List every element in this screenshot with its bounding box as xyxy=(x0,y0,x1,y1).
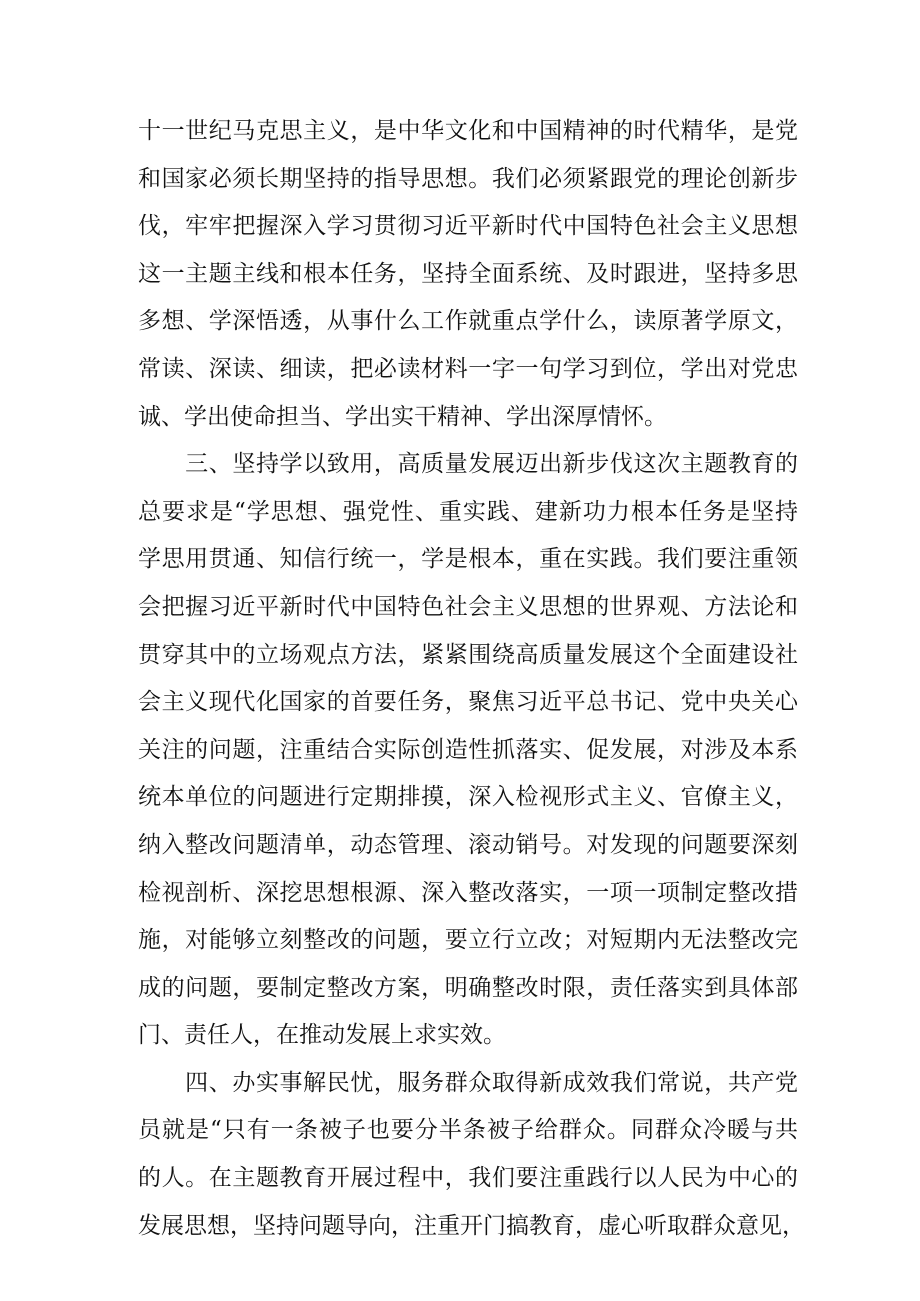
document-body xyxy=(138,108,805,1250)
text-line: 会主义现代化国家的首要任务，聚焦习近平总书记、党中央关心 xyxy=(138,689,798,716)
text-line: 总要求是“学思想、强党性、重实践、建新功力根本任务是坚持 xyxy=(138,498,798,525)
text-line: 施，对能够立刻整改的问题，要立行立改；对短期内无法整改完 xyxy=(138,927,798,954)
text-line: 统本单位的问题进行定期排摸，深入检视形式主义、官僚主义， xyxy=(138,784,798,811)
text-line: 的人。在主题教育开展过程中，我们要注重践行以人民为中心的 xyxy=(138,1165,798,1192)
text-line: 三、坚持学以致用，高质量发展迈出新步伐这次主题教育的 xyxy=(138,451,798,478)
text-line: 四、办实事解民忧，服务群众取得新成效我们常说，共产党 xyxy=(138,1069,798,1096)
text-line: 发展思想，坚持问题导向，注重开门搞教育，虚心听取群众意见， xyxy=(138,1212,805,1239)
text-line: 检视剖析、深挖思想根源、深入整改落实，一项一项制定整改措 xyxy=(138,879,798,906)
text-line: 十一世纪马克思主义，是中华文化和中国精神的时代精华，是党 xyxy=(138,118,798,144)
text-line: 员就是“只有一条被子也要分半条被子给群众。同群众冷暖与共 xyxy=(138,1117,798,1144)
text-line: 这一主题主线和根本任务，坚持全面系统、及时跟进，坚持多思 xyxy=(138,260,798,287)
text-line: 成的问题，要制定整改方案，明确整改时限，责任落实到具体部 xyxy=(138,974,798,1001)
text-line: 诚、学出使命担当、学出实干精神、学出深厚情怀。 xyxy=(138,403,667,430)
text-line: 门、责任人，在推动发展上求实效。 xyxy=(138,1022,506,1049)
paragraph-2 xyxy=(138,441,798,1060)
text-line: 关注的问题，注重结合实际创造性抓落实、促发展，对涉及本系 xyxy=(138,736,798,763)
text-line: 常读、深读、细读，把必读材料一字一句学习到位，学出对党忠 xyxy=(138,355,798,382)
text-line: 和国家必须长期坚持的指导思想。我们必须紧跟党的理论创新步 xyxy=(138,165,798,192)
text-line: 多想、学深悟透，从事什么工作就重点学什么，读原著学原文， xyxy=(138,308,798,335)
text-line: 贯穿其中的立场观点方法，紧紧围绕高质量发展这个全面建设社 xyxy=(138,641,798,668)
text-line: 学思用贯通、知信行统一，学是根本，重在实践。我们要注重领 xyxy=(138,546,798,573)
text-line: 纳入整改问题清单，动态管理、滚动销号。对发现的问题要深刻 xyxy=(138,831,798,858)
text-line: 会把握习近平新时代中国特色社会主义思想的世界观、方法论和 xyxy=(138,593,798,620)
paragraph-3 xyxy=(138,1060,805,1250)
paragraph-1 xyxy=(138,108,798,441)
text-line: 伐，牢牢把握深入学习贯彻习近平新时代中国特色社会主义思想 xyxy=(138,213,798,240)
